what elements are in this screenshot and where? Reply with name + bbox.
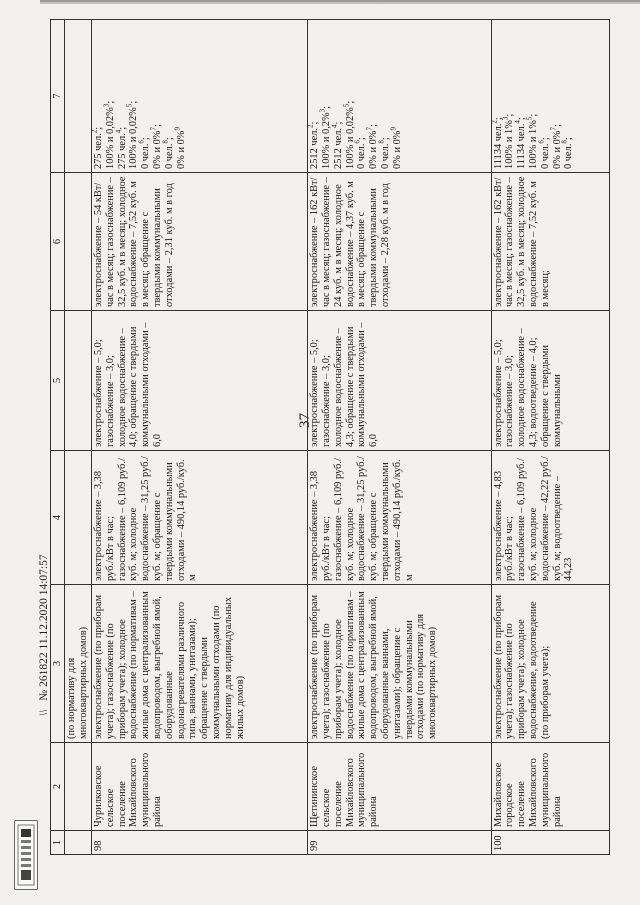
table-row: [92, 20, 308, 855]
population-line: 2512 чел.$^4$;: [330, 121, 344, 169]
header-cell: 2: [51, 743, 65, 831]
scan-edge: [40, 0, 640, 10]
population-line: 100% и 1%$^3$;: [502, 113, 516, 169]
index-cell: электроснабжение – 5,0; газоснабжение – 3,0; холодное водоснабжение – 4,0; обращение с твердыми коммунальными отходами – 6,0: [92, 311, 308, 451]
row-number: 98: [92, 831, 308, 855]
population-cell: [92, 20, 308, 173]
population-cell: [491, 20, 609, 173]
population-line: 0 чел.$^6$;: [353, 137, 368, 169]
population-line: 0 чел.$^6$;: [137, 137, 152, 169]
volumes-cell: электроснабжение – 54 кВт/час в месяц; газоснабжение – 32,5 куб. м в месяц; холодное водоснабжение – 7,52 куб. м в месяц; обращение с твердыми коммунальными отходами – 2,31 куб. м в год: [92, 173, 308, 311]
document-datetime: 11.12.2020 14:07:57: [38, 554, 50, 650]
population-line: 100% и 0,02%$^5$;: [342, 100, 356, 169]
population-line: 275 чел.$^2$;: [90, 126, 104, 169]
population-line: 0% и 0%$^7$;: [365, 124, 380, 169]
header-cell: 4: [51, 451, 65, 585]
tariffs-cell: электроснабжение – 3,38 руб./кВт в час; газоснабжение – 6,109 руб./куб. м; холодное водоснабжение – 31,25 руб./куб. м; обращение с твердыми коммунальными отходами – 490,14 руб./куб. м: [92, 451, 308, 585]
table-row: [491, 20, 609, 855]
continuation-row: [65, 20, 92, 855]
municipality-name: Михайловское городское поселение Михайловского муниципального района: [491, 743, 609, 831]
services-cell: электроснабжение (по приборам учета); газоснабжение (по приборам учета); холодное водоснабжение, водоотведение (по приборам учета);: [491, 585, 609, 743]
population-line: 100% и 1%$^5$;: [525, 113, 540, 169]
tariff-table: [50, 19, 610, 855]
index-cell: электроснабжение – 5,0; газоснабжение – 3,0; холодное водоснабжение – 4,3; обращение с твердыми коммунальными отходами – 6,0: [308, 311, 492, 451]
population-line: 0% и 0%$^9$: [173, 127, 187, 169]
population-line: 100% и 0,2%$^3$;: [318, 105, 332, 169]
population-line: 275 чел.$^4$;: [114, 126, 128, 169]
row-number: 100: [491, 831, 609, 855]
header-cell: 7: [51, 20, 65, 173]
services-cell: электроснабжение (по приборам учета); газоснабжение (по приборам учета); холодное водоснабжение (по нормативам – жилые дома с централизованным водопроводом, выгребной ямой, оборудованные ваннами, унитазами); обращение с твердыми коммунальными отходами (по нормативу для многоквартирных домов): [308, 585, 492, 743]
rotated-table-container: [50, 20, 610, 855]
tariffs-cell: электроснабжение – 4,83 руб./кВт в час; газоснабжение – 6,109 руб./куб. м; холодное водоснабжение – 42,22 руб./куб. м; водоотведение – 44,23: [491, 451, 609, 585]
population-line: 100% и 0,02%$^5$;: [125, 100, 140, 169]
stamp-logo-icon: [17, 824, 35, 886]
electronic-document-stamp: [14, 820, 38, 890]
continuation-text: (по нормативу для многоквартирных домов): [65, 585, 92, 743]
volumes-cell: электроснабжение – 162 кВт/час в месяц; газоснабжение – 24 куб. м в месяц; холодное водоснабжение – 4,37 куб. м в месяц; обращение с твердыми коммунальными отходами – 2,28 куб. м в год: [308, 173, 492, 311]
document-id: № 261822: [38, 652, 50, 701]
population-line: 0 чел.$^8$;: [377, 137, 391, 169]
signature-mark: \\: [38, 709, 50, 716]
population-line: 0% и 0%$^7$;: [549, 124, 563, 169]
population-line: 2512 чел.$^2$;: [306, 121, 321, 169]
population-line: 0 чел.$^8$;: [161, 137, 175, 169]
page-number: 37: [297, 413, 313, 428]
population-line: 0% и 0%$^9$: [389, 127, 403, 169]
header-cell: 3: [51, 585, 65, 743]
row-number: 99: [308, 831, 492, 855]
population-line: 0 чел.$^8$;: [560, 137, 575, 169]
header-row: [51, 20, 65, 855]
document-signature-line: [38, 554, 50, 716]
header-cell: 5: [51, 311, 65, 451]
population-line: 11134 чел.$^2$;: [490, 117, 504, 169]
index-cell: электроснабжение – 5,0; газоснабжение – 3,0; холодное водоснабжение – 4,3; водоотведение – 4,0; обращение с твердыми коммунальными: [491, 311, 609, 451]
population-cell: [308, 20, 492, 173]
municipality-name: Щетининское сельское поселение Михайловского муниципального района: [308, 743, 492, 831]
services-cell: электроснабжение (по приборам учета); газоснабжение (по приборам учета); холодное водоснабжение (по нормативам – жилые дома с централизованным водопроводом, выгребной ямой, оборудованные водонагревателями различного типа, ваннами, унитазами); обращение с твердыми коммунальными отходами (по нормативу для индивидуальных жилых домов): [92, 585, 308, 743]
population-line: 0 чел.$^6$;: [537, 137, 551, 169]
table-row: [308, 20, 492, 855]
population-line: 11134 чел.$^4$;: [513, 117, 528, 169]
header-cell: 1: [51, 831, 65, 855]
tariffs-cell: электроснабжение – 3,38 руб./кВт в час; газоснабжение – 6,109 руб./куб. м; холодное водоснабжение – 31,25 руб./куб. м; обращение с твердыми коммунальными отходами – 490,14 руб./куб. м: [308, 451, 492, 585]
population-line: 0% и 0%$^7$;: [149, 124, 163, 169]
population-line: 100% и 0,02%$^3$;: [102, 100, 116, 169]
municipality-name: Чурилковское сельское поселение Михайловского муниципального района: [92, 743, 308, 831]
volumes-cell: электроснабжение – 162 кВт/час в месяц; газоснабжение – 32,5 куб. м в месяц; холодное водоснабжение – 7,52 куб. м в месяц;: [491, 173, 609, 311]
header-cell: 6: [51, 173, 65, 311]
